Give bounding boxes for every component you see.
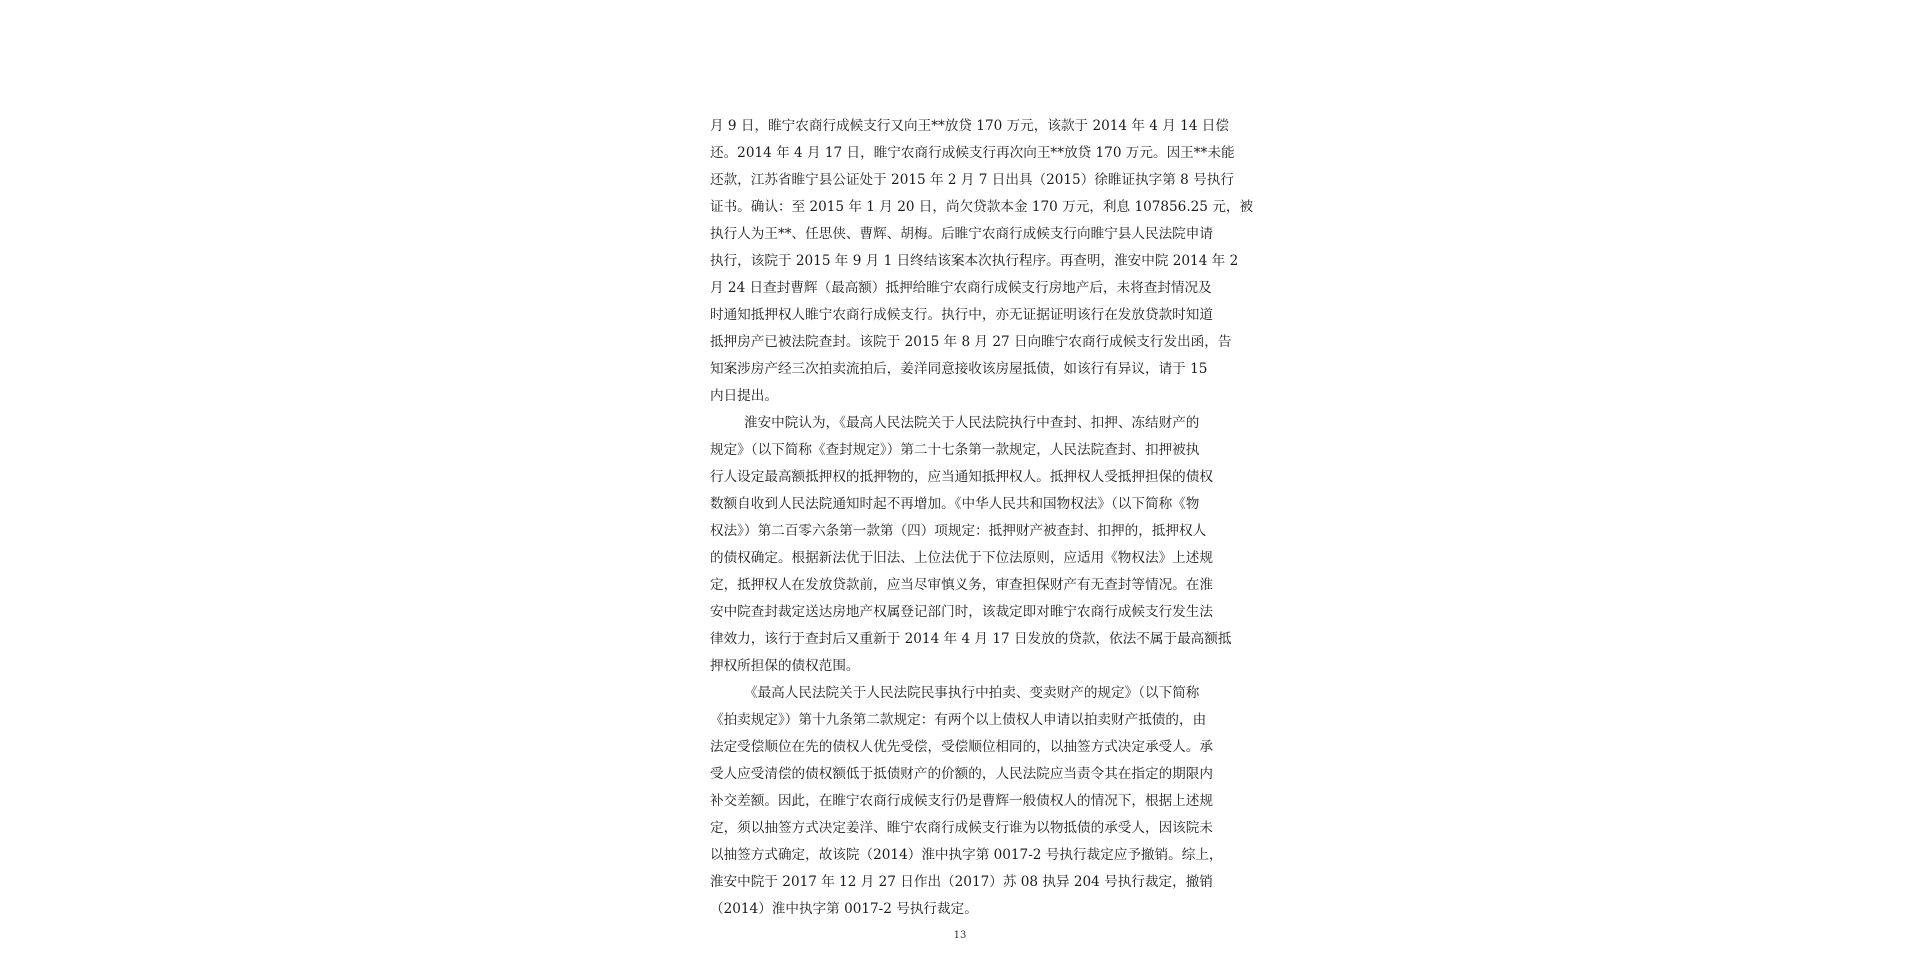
text-line: 执行人为王**、任思侠、曹辉、胡梅。后睢宁农商行成候支行向睢宁县人民法院申请 — [710, 226, 1213, 242]
text-line: 还。2014 年 4 月 17 日，睢宁农商行成候支行再次向王**放贷 170 万元。因王**未能 — [710, 145, 1235, 161]
text-line: 《拍卖规定》）第十九条第二款规定：有两个以上债权人申请以拍卖财产抵债的，由 — [710, 712, 1207, 728]
text-line: 法定受偿顺位在先的债权人优先受偿，受偿顺位相同的，以抽签方式决定承受人。承 — [710, 739, 1213, 755]
text-line: 的债权确定。根据新法优于旧法、上位法优于下位法原则，应适用《物权法》上述规 — [710, 550, 1213, 566]
text-line: （2014）淮中执字第 0017-2 号执行裁定。 — [710, 901, 978, 917]
body-text — [710, 113, 1254, 923]
page-number: 13 — [953, 930, 967, 941]
text-line: 证书。确认：至 2015 年 1 月 20 日，尚欠贷款本金 170 万元，利息 107856.25 元，被 — [710, 199, 1254, 215]
text-line: 补交差额。因此，在睢宁农商行成候支行仍是曹辉一般债权人的情况下，根据上述规 — [710, 793, 1213, 809]
text-line: 以抽签方式确定，故该院（2014）淮中执字第 0017-2 号执行裁定应予撤销。综上， — [710, 847, 1223, 863]
text-line: 还款，江苏省睢宁县公证处于 2015 年 2 月 7 日出具（2015）徐睢证执字第 8 号执行 — [710, 172, 1234, 188]
text-line: 执行，该院于 2015 年 9 月 1 日终结该案本次执行程序。再查明，淮安中院 2014 年 2 — [710, 253, 1239, 269]
text-line: 时通知抵押权人睢宁农商行成候支行。执行中，亦无证据证明该行在发放贷款时知道 — [710, 307, 1213, 323]
text-line: 受人应受清偿的债权额低于抵债财产的价额的，人民法院应当责令其在指定的期限内 — [710, 766, 1213, 782]
text-line: 淮安中院于 2017 年 12 月 27 日作出（2017）苏 08 执异 204 号执行裁定，撤销 — [710, 874, 1213, 890]
text-line: 行人设定最高额抵押权的抵押物的，应当通知抵押权人。抵押权人受抵押担保的债权 — [710, 469, 1213, 485]
text-line: 月 9 日，睢宁农商行成候支行又向王**放贷 170 万元，该款于 2014 年 4 月 14 日偿 — [710, 118, 1229, 134]
text-line: 抵押房产已被法院查封。该院于 2015 年 8 月 27 日向睢宁农商行成候支行发出函，告 — [710, 334, 1232, 350]
text-line: 安中院查封裁定送达房地产权属登记部门时，该裁定即对睢宁农商行成候支行发生法 — [710, 604, 1213, 620]
text-line: 知案涉房产经三次拍卖流拍后，姜洋同意接收该房屋抵债，如该行有异议，请于 15 — [710, 361, 1208, 377]
text-line: 内日提出。 — [710, 388, 778, 404]
text-line: 规定》（以下简称《查封规定》）第二十七条第一款规定，人民法院查封、扣押被执 — [710, 442, 1200, 458]
text-line: 数额自收到人民法院通知时起不再增加。《中华人民共和国物权法》（以下简称《物 — [710, 496, 1200, 512]
text-line: 律效力，该行于查封后又重新于 2014 年 4 月 17 日发放的贷款，依法不属于最高额抵 — [710, 631, 1232, 647]
text-line: 定，抵押权人在发放贷款前，应当尽审慎义务，审查担保财产有无查封等情况。在淮 — [710, 577, 1213, 593]
text-line: 权法》）第二百零六条第一款第（四）项规定：抵押财产被查封、扣押的，抵押权人 — [710, 523, 1207, 539]
text-line: 月 24 日查封曹辉（最高额）抵押给睢宁农商行成候支行房地产后，未将查封情况及 — [710, 280, 1212, 296]
text-line: 定，须以抽签方式决定姜洋、睢宁农商行成候支行谁为以物抵债的承受人，因该院未 — [710, 820, 1213, 836]
paragraph-start-line: 淮安中院认为，《最高人民法院关于人民法院执行中查封、扣押、冻结财产的 — [744, 415, 1200, 431]
paragraph-start-line: 《最高人民法院关于人民法院民事执行中拍卖、变卖财产的规定》（以下简称 — [744, 685, 1200, 701]
text-line: 押权所担保的债权范围。 — [710, 658, 860, 674]
